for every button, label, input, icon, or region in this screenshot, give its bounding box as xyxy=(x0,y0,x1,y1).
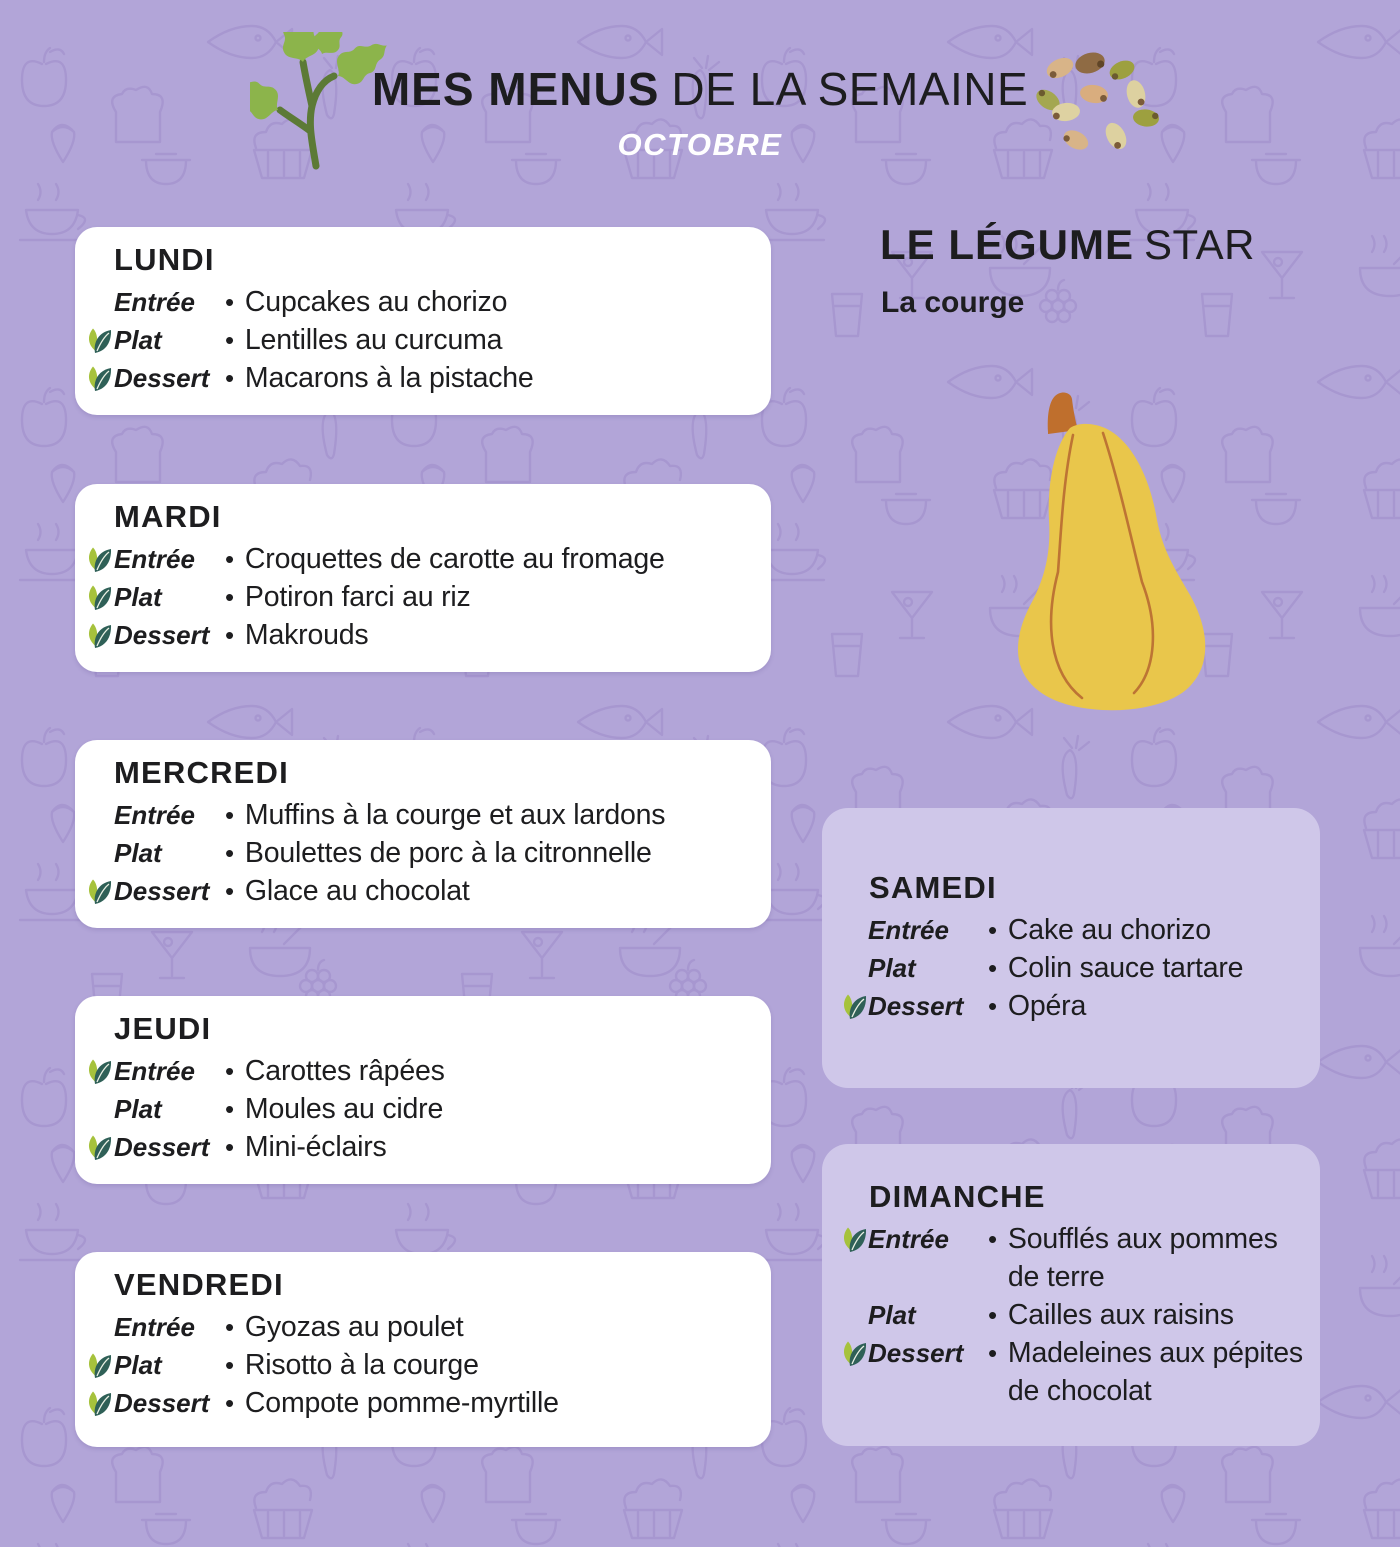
legume-star-title-bold: LE LÉGUME xyxy=(880,221,1135,268)
veggie-leaf-icon xyxy=(838,1226,868,1254)
bullet: • xyxy=(225,800,234,830)
menu-row xyxy=(838,1334,1320,1410)
veggie-leaf-icon xyxy=(83,365,113,393)
bullet: • xyxy=(988,953,997,983)
day-name: LUNDI xyxy=(114,242,215,277)
dish xyxy=(985,987,1305,1025)
dish xyxy=(222,1052,751,1090)
veggie-leaf-icon xyxy=(838,1340,868,1368)
veggie-leaf-icon xyxy=(83,1352,113,1380)
menu-row xyxy=(83,1384,751,1422)
page-title-bold: MES MENUS xyxy=(371,63,660,115)
veggie-leaf-icon xyxy=(83,878,113,906)
day-card-samedi xyxy=(822,808,1320,1088)
dish-text: Gyozas au poulet xyxy=(244,1311,464,1343)
day-name: DIMANCHE xyxy=(869,1179,1046,1214)
course-label: Dessert xyxy=(114,876,210,906)
page-title xyxy=(0,63,1400,115)
dish-text: Opéra xyxy=(1007,990,1087,1022)
menu-row xyxy=(83,834,751,872)
dish xyxy=(985,911,1305,949)
course-label: Plat xyxy=(868,1300,916,1330)
day-card-dimanche xyxy=(822,1144,1320,1446)
menu-row xyxy=(83,359,751,397)
menu-row xyxy=(83,1308,751,1346)
course-label: Dessert xyxy=(114,620,210,650)
menu-row xyxy=(83,1052,751,1090)
squash-seeds-icon xyxy=(1022,48,1182,168)
dish-text: Potiron farci au riz xyxy=(244,581,471,613)
dish xyxy=(985,1296,1305,1334)
bullet: • xyxy=(988,1300,997,1330)
dish xyxy=(222,1308,751,1346)
legume-star-vegetable: La courge xyxy=(881,286,1025,319)
bullet: • xyxy=(988,1224,997,1254)
butternut-squash-illustration xyxy=(985,390,1225,720)
day-card-vendredi xyxy=(75,1252,771,1447)
bullet: • xyxy=(225,1132,234,1162)
bullet: • xyxy=(988,1338,997,1368)
dish xyxy=(222,283,751,321)
dish xyxy=(222,1090,751,1128)
page-title-light: DE LA SEMAINE xyxy=(671,63,1029,115)
menu-row xyxy=(83,616,751,654)
veggie-leaf-icon xyxy=(83,546,113,574)
course-label: Entrée xyxy=(114,800,195,830)
bullet: • xyxy=(225,1388,234,1418)
menu-row xyxy=(838,987,1320,1025)
bullet: • xyxy=(225,544,234,574)
dish xyxy=(222,578,751,616)
dish-text: Boulettes de porc à la citronnelle xyxy=(244,837,652,869)
veggie-leaf-icon xyxy=(83,622,113,650)
menu-row xyxy=(838,1296,1320,1334)
dish-text: Colin sauce tartare xyxy=(1007,952,1244,984)
course-label: Entrée xyxy=(114,1056,195,1086)
day-name: SAMEDI xyxy=(869,870,997,905)
veggie-leaf-icon xyxy=(83,1134,113,1162)
bullet: • xyxy=(225,1094,234,1124)
course-label: Entrée xyxy=(114,287,195,317)
menu-row xyxy=(83,872,751,910)
bullet: • xyxy=(225,582,234,612)
veggie-leaf-icon xyxy=(83,584,113,612)
menu-row xyxy=(838,949,1320,987)
bullet: • xyxy=(225,325,234,355)
dish-text: Lentilles au curcuma xyxy=(244,324,503,356)
dish xyxy=(222,1384,751,1422)
day-name: MARDI xyxy=(114,499,222,534)
day-card-mardi xyxy=(75,484,771,672)
dish-text: Muffins à la courge et aux lardons xyxy=(244,799,666,831)
bullet: • xyxy=(225,620,234,650)
course-label: Plat xyxy=(868,953,916,983)
bullet: • xyxy=(225,287,234,317)
dish xyxy=(222,540,751,578)
dish-text: Cupcakes au chorizo xyxy=(244,286,508,318)
legume-star-title xyxy=(880,221,1255,268)
veggie-leaf-icon xyxy=(83,1390,113,1418)
bullet: • xyxy=(225,838,234,868)
dish-text: Croquettes de carotte au fromage xyxy=(244,543,665,575)
course-label: Plat xyxy=(114,1094,162,1124)
dish-text: Compote pomme-myrtille xyxy=(244,1387,559,1419)
dish-text: Makrouds xyxy=(244,619,369,651)
menu-row xyxy=(83,1128,751,1166)
dish-text: Macarons à la pistache xyxy=(244,362,534,394)
dish-text: Madeleines aux pépites de chocolat xyxy=(1007,1337,1303,1407)
veggie-leaf-icon xyxy=(838,993,868,1021)
course-label: Plat xyxy=(114,582,162,612)
dish-text: Risotto à la courge xyxy=(244,1349,479,1381)
dish-text: Cake au chorizo xyxy=(1007,914,1211,946)
dish xyxy=(222,1346,751,1384)
menu-row xyxy=(83,1090,751,1128)
menu-row xyxy=(83,321,751,359)
course-label: Entrée xyxy=(868,915,949,945)
course-label: Dessert xyxy=(114,1132,210,1162)
day-card-mercredi xyxy=(75,740,771,928)
dish-text: Cailles aux raisins xyxy=(1007,1299,1234,1331)
course-label: Dessert xyxy=(114,363,210,393)
dish-text: Moules au cidre xyxy=(244,1093,444,1125)
course-label: Dessert xyxy=(114,1388,210,1418)
bullet: • xyxy=(225,1056,234,1086)
course-label: Plat xyxy=(114,838,162,868)
course-label: Plat xyxy=(114,1350,162,1380)
bullet: • xyxy=(988,991,997,1021)
course-label: Plat xyxy=(114,325,162,355)
dish xyxy=(985,1220,1305,1296)
day-name: VENDREDI xyxy=(114,1267,284,1302)
bullet: • xyxy=(225,1312,234,1342)
dish xyxy=(222,796,751,834)
menu-row xyxy=(83,578,751,616)
course-label: Dessert xyxy=(868,991,964,1021)
menu-row xyxy=(838,911,1320,949)
bullet: • xyxy=(225,1350,234,1380)
dish-text: Mini-éclairs xyxy=(244,1131,387,1163)
course-label: Dessert xyxy=(868,1338,964,1368)
day-name: JEUDI xyxy=(114,1011,212,1046)
menu-row xyxy=(83,540,751,578)
legume-star-title-light: STAR xyxy=(1144,221,1255,268)
dish-text: Glace au chocolat xyxy=(244,875,470,907)
dish xyxy=(222,834,751,872)
menu-row xyxy=(83,283,751,321)
veggie-leaf-icon xyxy=(83,327,113,355)
month-subtitle: OCTOBRE xyxy=(617,127,783,162)
dish xyxy=(222,321,751,359)
course-label: Entrée xyxy=(114,544,195,574)
bullet: • xyxy=(225,876,234,906)
course-label: Entrée xyxy=(114,1312,195,1342)
menu-row xyxy=(83,1346,751,1384)
day-name: MERCREDI xyxy=(114,755,289,790)
dish xyxy=(222,1128,751,1166)
bullet: • xyxy=(225,363,234,393)
dish-text: Carottes râpées xyxy=(244,1055,445,1087)
bullet: • xyxy=(988,915,997,945)
veggie-leaf-icon xyxy=(83,1058,113,1086)
dish-text: Soufflés aux pommes de terre xyxy=(1007,1223,1278,1293)
dish xyxy=(985,1334,1305,1410)
day-card-jeudi xyxy=(75,996,771,1184)
dish xyxy=(222,872,751,910)
dish xyxy=(985,949,1305,987)
dish xyxy=(222,359,751,397)
menu-row xyxy=(838,1220,1320,1296)
day-card-lundi xyxy=(75,227,771,415)
course-label: Entrée xyxy=(868,1224,949,1254)
dish xyxy=(222,616,751,654)
menu-row xyxy=(83,796,751,834)
